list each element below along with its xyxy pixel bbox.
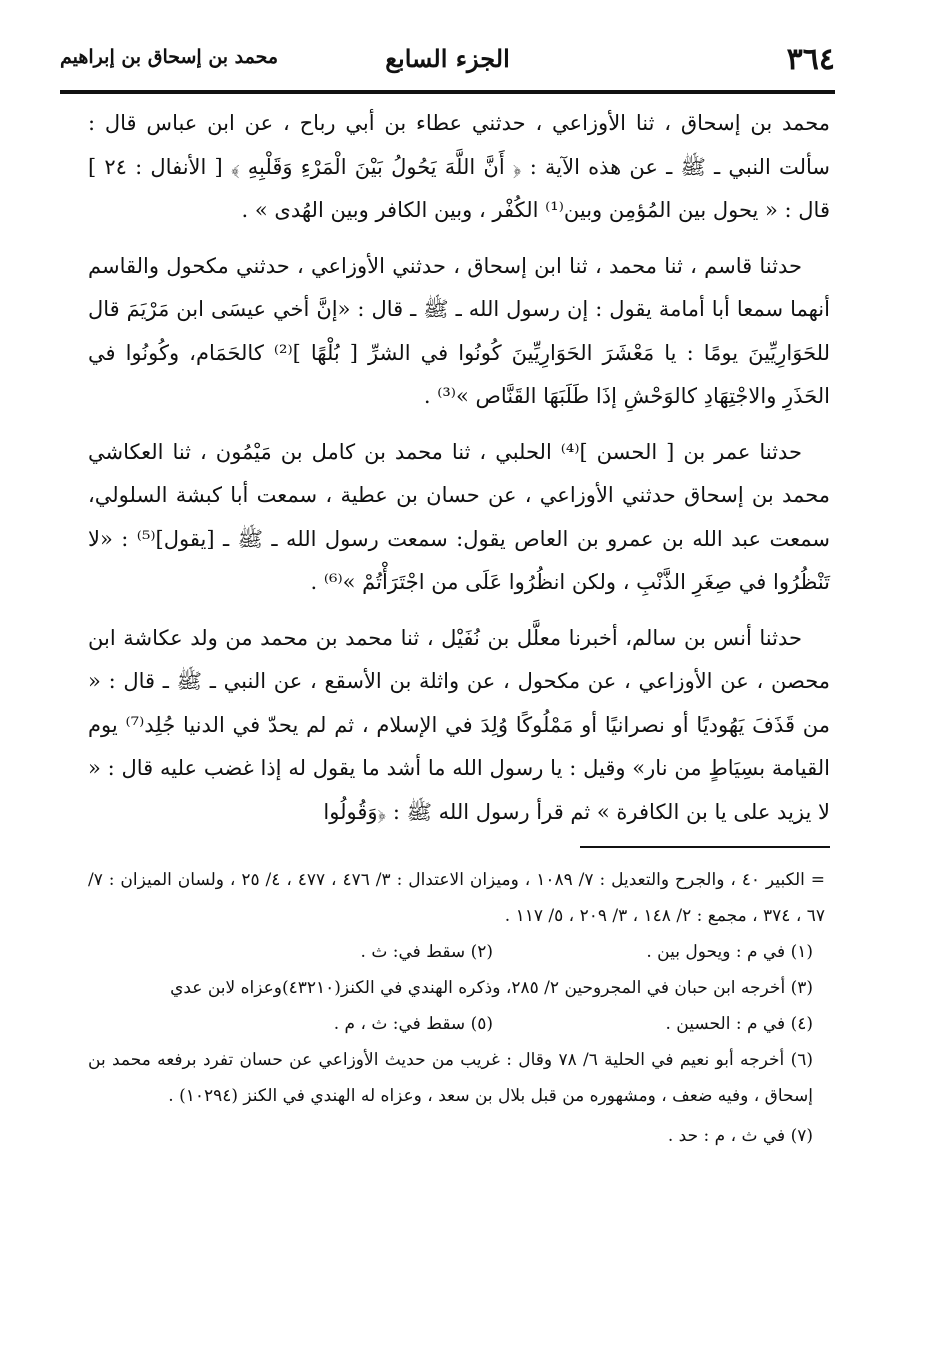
part-title: الجزء السابع <box>385 44 510 73</box>
footnote-4: (٤) في م : الحسين . <box>665 1014 813 1034</box>
footnote-1: (١) في م : ويحول بين . <box>646 942 813 962</box>
paragraph-2: حدثنا قاسم ، ثنا محمد ، ثنا ابن إسحاق ، حدثني الأوزاعي ، حدثني مكحول والقاسم أنهما سمعا أبا أمامة يقول : إن رسول الله ـ ﷺ ـ قال : «إنَّ أخي عيسَى ابن مَرْيَمَ قال للحَوَارِيِّينَ يومًا : يا مَعْشَرَ الحَوَارِيِّينَ كُونُوا في الشرِّ [ بُلْهًا ]⁽²⁾ كالحَمَام، وكُونُوا في الحَذَرِ والاجْتِهَادِ كالوَحْشِ إذَا طَلَبَهَا القَنَّاص »⁽³⁾ . <box>88 253 830 408</box>
running-author: محمد بن إسحاق بن إبراهيم <box>60 46 279 68</box>
footnote-6: (٦) أخرجه أبو نعيم في الحلية ٦/ ٧٨ وقال : غريب من حديث الأوزاعي عن حسان تفرد برفعه محمد بن إسحاق ، وفيه ضعف ، ومشهوره من قبل بلال بن سعد ، وعزاه له الهندي في الكنز (١٠٢٩٤) . <box>88 1050 813 1106</box>
footnote-separator <box>580 846 830 848</box>
header-rule <box>60 90 835 94</box>
footnotes <box>88 862 825 1154</box>
footnote-row-2 <box>88 1006 825 1042</box>
footnote-5: (٥) سقط في: ث ، م . <box>333 1014 493 1034</box>
footnote-continuation: = الكبير ٤٠ ، والجرح والتعديل : ٧/ ١٠٨٩ ، وميزان الاعتدال : ٣/ ٤٧٦ ، ٤٧٧ ، ٤/ ٢٥ ، ولسان الميزان : ٧/ ٦٧ ، ٣٧٤ ، مجمع : ٢/ ١٤٨ ، ٣/ ٢٠٩ ، ٥/ ١١٧ . <box>88 870 826 926</box>
page-header <box>60 42 835 90</box>
paragraph-1: محمد بن إسحاق ، ثنا الأوزاعي ، حدثني عطاء بن أبي رباح ، عن ابن عباس قال : سألت النبي ـ ﷺ ـ عن هذه الآية : ﴿ أَنَّ اللَّهَ يَحُولُ بَيْنَ الْمَرْءِ وَقَلْبِهِ ﴾ [ الأنفال : ٢٤ ] قال : « يحول بين المُؤمِن وبين⁽¹⁾ الكُفْر ، وبين الكافر وبين الهُدى » . <box>88 111 830 222</box>
page-number: ٣٦٤ <box>786 42 835 77</box>
main-text <box>88 102 830 846</box>
footnote-7: (٧) في ث ، م : حد . <box>667 1126 813 1146</box>
footnote-3: (٣) أخرجه ابن حبان في المجروحين ٢/ ٢٨٥، وذكره الهندي في الكنز(٤٣٢١٠)وعزاه لابن عدي <box>170 978 813 998</box>
paragraph-3: حدثنا عمر بن [ الحسن ]⁽⁴⁾ الحلبي ، ثنا محمد بن كامل بن مَيْمُون ، ثنا العكاشي محمد بن إسحاق حدثني الأوزاعي ، عن حسان بن عطية ، سمعت أبا كبشة السلولي، سمعت عبد الله بن عمرو بن العاص يقول: سمعت رسول الله ـ ﷺ ـ [يقول]⁽⁵⁾ : «لا تَنْظُرُوا في صِغَرِ الذَّنْبِ ، ولكن انظُرُوا عَلَى من اجْتَرَأْتُمْ »⁽⁶⁾ . <box>88 439 830 594</box>
footnote-row-1 <box>88 934 825 970</box>
footnote-2: (٢) سقط في: ث . <box>360 942 493 962</box>
paragraph-4: حدثنا أنس بن سالم، أخبرنا معلَّل بن نُفَيْل ، ثنا محمد بن محمد من ولد عكاشة ابن محصن ، عن الأوزاعي ، عن مكحول ، عن واثلة بن الأسقع ، عن النبي ـ ﷺ ـ قال : « من قَذَفَ يَهُوديًا أو نصرانيًا أو مَمْلُوكًا وُلِدَ في الإسلام ، ثم لم يحدّ في الدنيا جُلِد⁽⁷⁾ يوم القيامة بسِيَاطٍ من نار» وقيل : يا رسول الله ما أشد ما يقول له إذا غضب عليه قال : « لا يزيد على يا بن الكافرة » ثم قرأ رسول الله ﷺ : ﴿وَقُولُوا <box>88 625 830 824</box>
